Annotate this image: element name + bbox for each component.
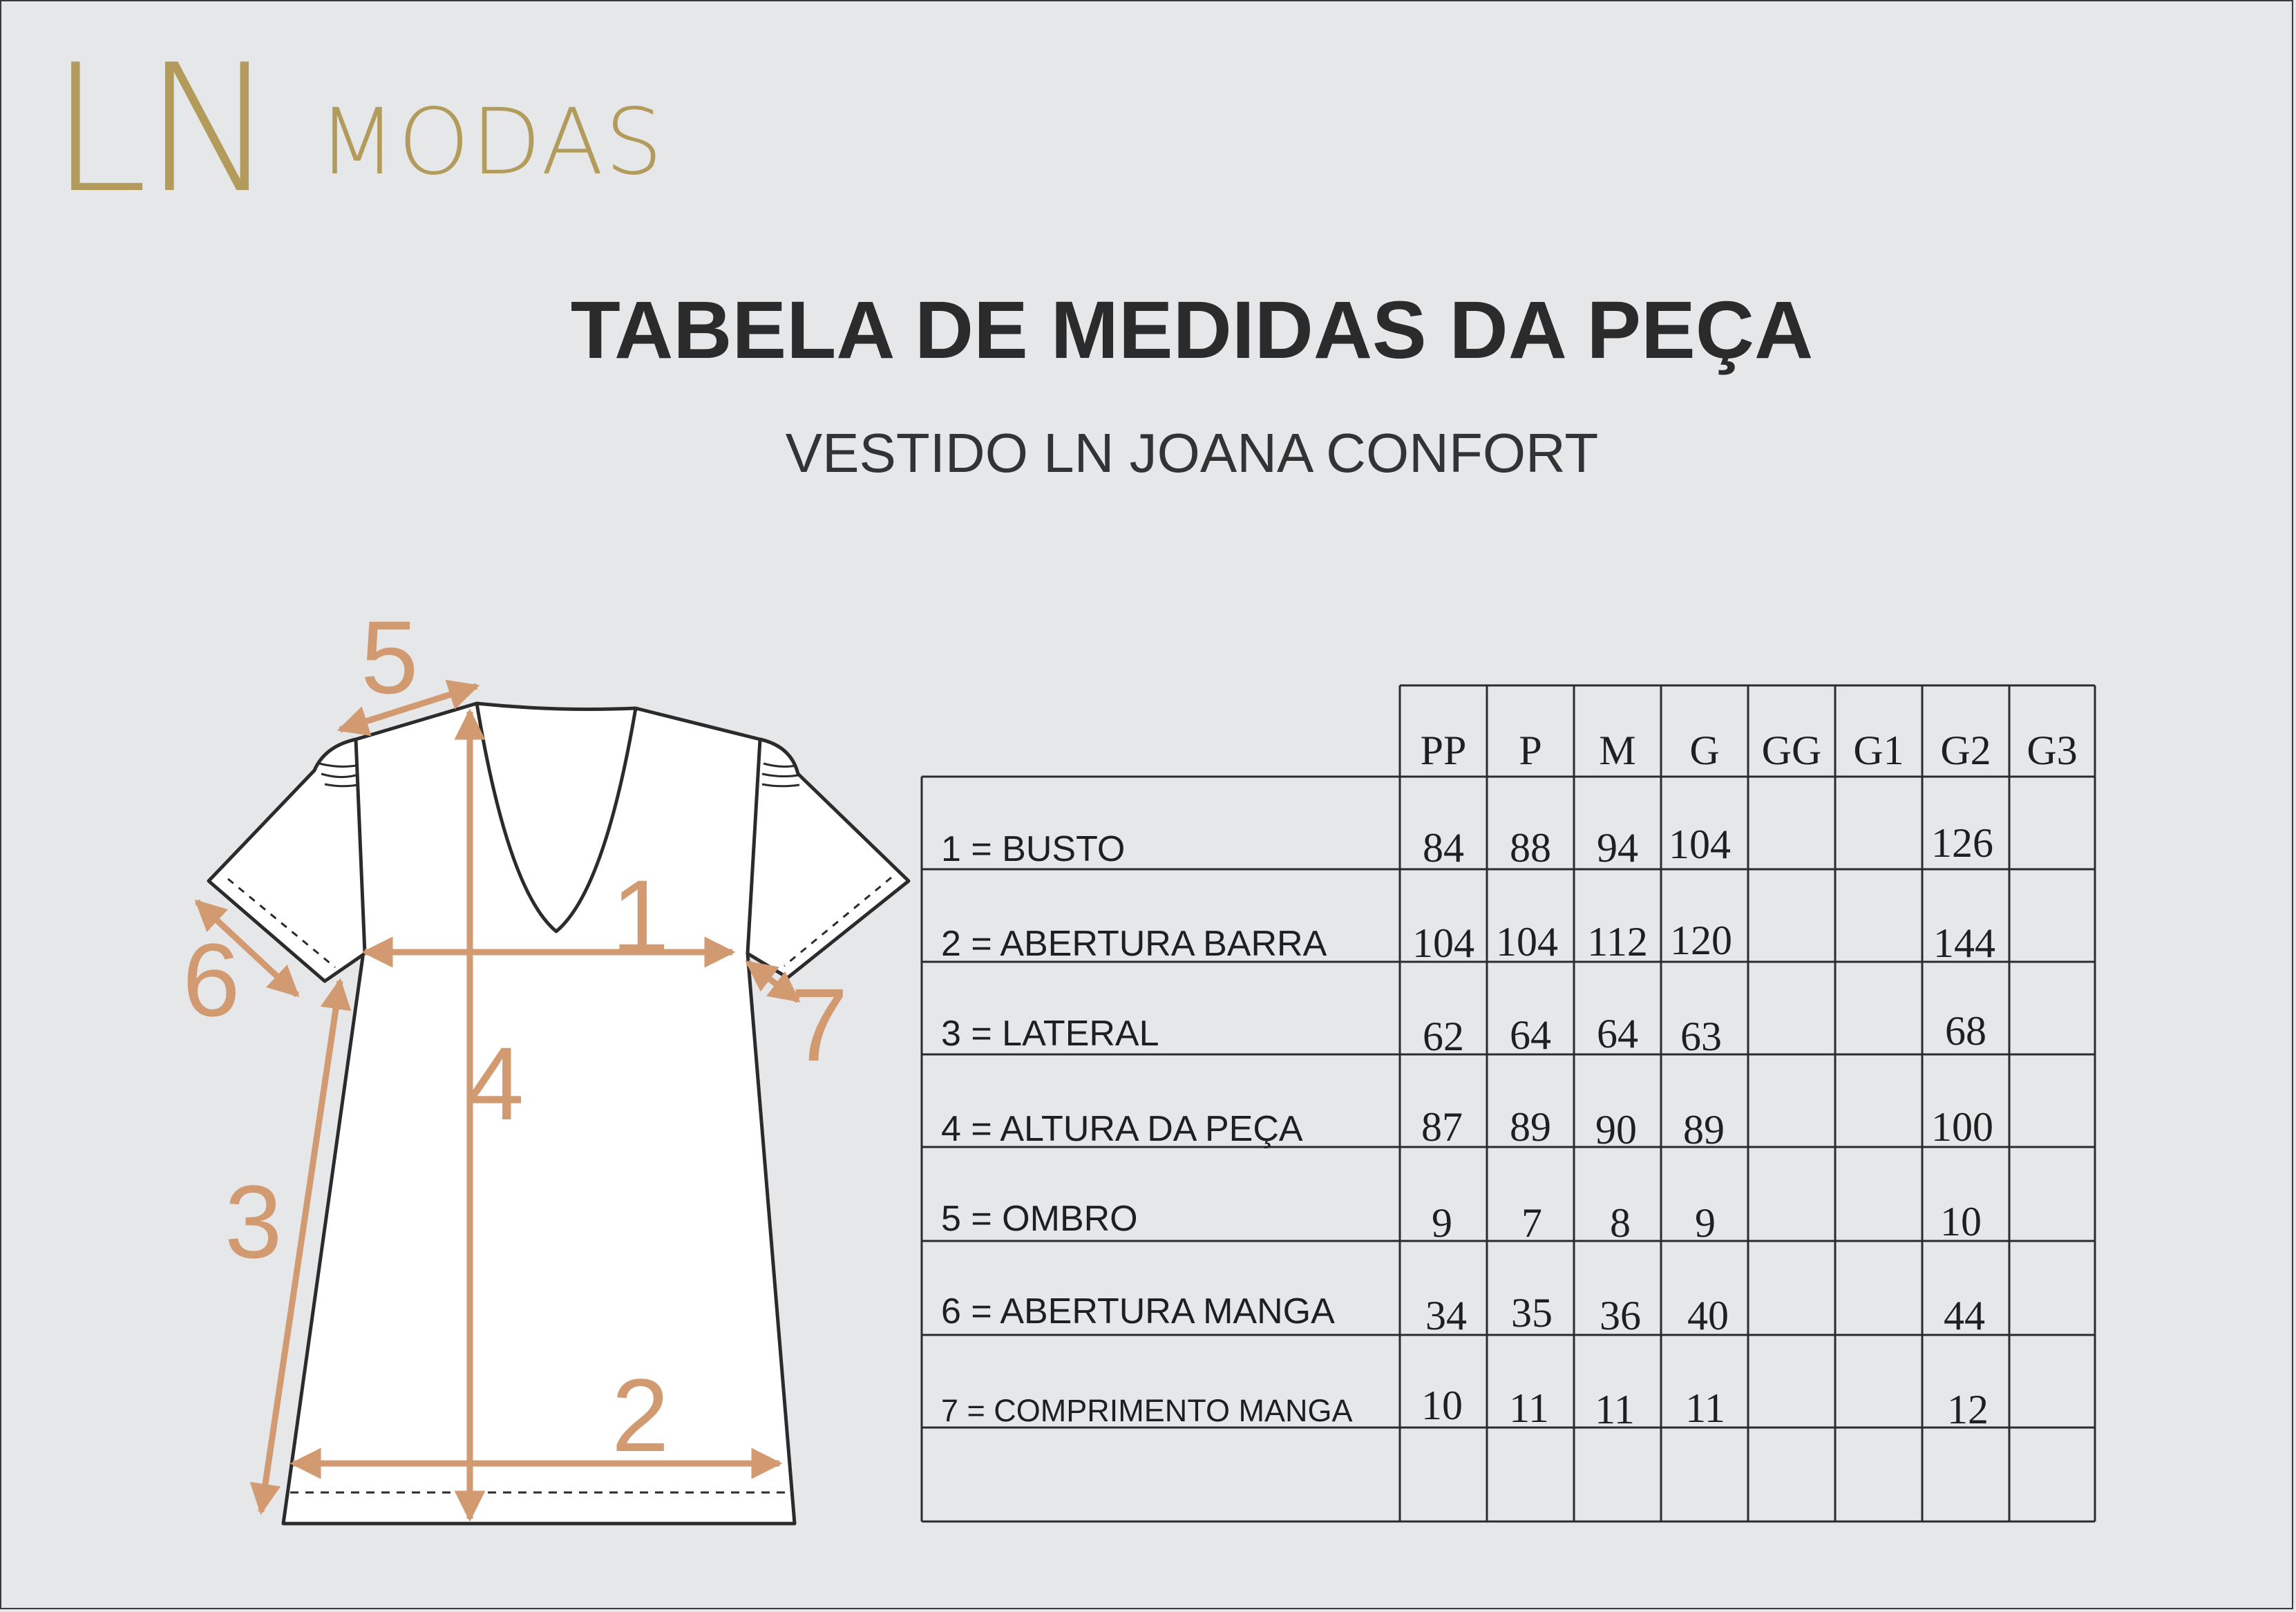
row-label-comprimento-manga: 7 = COMPRIMENTO MANGA [941, 1393, 1353, 1428]
row-label-altura-da-peca: 4 = ALTURA DA PEÇA [941, 1109, 1303, 1149]
label-6: 6 [182, 922, 240, 1038]
table-cell: 88 [1510, 825, 1551, 871]
product-name: VESTIDO LN JOANA CONFORT [785, 422, 1599, 484]
dress-outline [209, 703, 909, 1524]
label-5: 5 [361, 599, 419, 715]
column-header-g: G [1689, 728, 1720, 773]
table-cell: 63 [1680, 1014, 1722, 1059]
table-cell: 104 [1496, 919, 1558, 965]
logo-ln: LN [50, 27, 272, 232]
table-cell: 62 [1423, 1014, 1464, 1059]
label-4: 4 [466, 1025, 524, 1141]
table-cell: 104 [1669, 822, 1731, 867]
table-cell: 144 [1933, 920, 1995, 966]
table-cell: 112 [1587, 919, 1648, 965]
page-title: TABELA DE MEDIDAS DA PEÇA [570, 285, 1814, 376]
table-cell: 64 [1597, 1011, 1638, 1056]
table-cell: 120 [1670, 918, 1732, 963]
table-cell: 94 [1597, 825, 1638, 871]
table-cell: 11 [1595, 1387, 1635, 1432]
label-1: 1 [611, 858, 670, 974]
table-cell: 36 [1600, 1293, 1641, 1338]
table-cell: 68 [1945, 1008, 1986, 1054]
table-cell: 9 [1432, 1200, 1452, 1246]
table-cell: 100 [1931, 1104, 1993, 1150]
table-cell: 90 [1595, 1107, 1637, 1153]
table-cell: 9 [1695, 1200, 1716, 1246]
row-label-lateral: 3 = LATERAL [941, 1014, 1159, 1054]
column-header-p: P [1519, 728, 1542, 773]
column-header-g3: G3 [2027, 728, 2078, 773]
table-cell: 126 [1931, 820, 1993, 866]
table-cell: 89 [1683, 1107, 1725, 1153]
row-label-busto: 1 = BUSTO [941, 829, 1126, 869]
row-label-ombro: 5 = OMBRO [941, 1199, 1138, 1239]
column-header-g1: G1 [1853, 728, 1904, 773]
table-cell: 84 [1423, 825, 1464, 871]
label-3: 3 [225, 1164, 283, 1280]
table-cell: 12 [1947, 1387, 1989, 1432]
table-cell: 44 [1944, 1293, 1985, 1338]
table-cell: 10 [1940, 1199, 1982, 1244]
table-cell: 11 [1509, 1385, 1549, 1431]
table-cell: 104 [1412, 920, 1474, 966]
label-2: 2 [611, 1357, 670, 1473]
table-cell: 87 [1421, 1104, 1463, 1150]
row-label-abertura-barra: 2 = ABERTURA BARRA [941, 924, 1327, 964]
table-cell: 8 [1610, 1200, 1631, 1246]
logo-modas: MODAS [318, 89, 665, 196]
column-header-gg: GG [1761, 728, 1822, 773]
label-7: 7 [790, 967, 848, 1083]
table-cell: 89 [1510, 1104, 1551, 1150]
column-header-g2: G2 [1940, 728, 1991, 773]
table-cell: 40 [1687, 1293, 1729, 1338]
table-cell: 64 [1510, 1012, 1551, 1058]
table-cell: 34 [1425, 1293, 1467, 1338]
table-cell: 11 [1685, 1385, 1725, 1431]
table-cell: 10 [1421, 1383, 1463, 1428]
column-header-m: M [1599, 728, 1636, 773]
column-header-pp: PP [1420, 728, 1467, 773]
row-label-abertura-manga: 6 = ABERTURA MANGA [941, 1291, 1335, 1331]
table-cell: 35 [1511, 1290, 1553, 1336]
table-cell: 7 [1521, 1200, 1542, 1246]
